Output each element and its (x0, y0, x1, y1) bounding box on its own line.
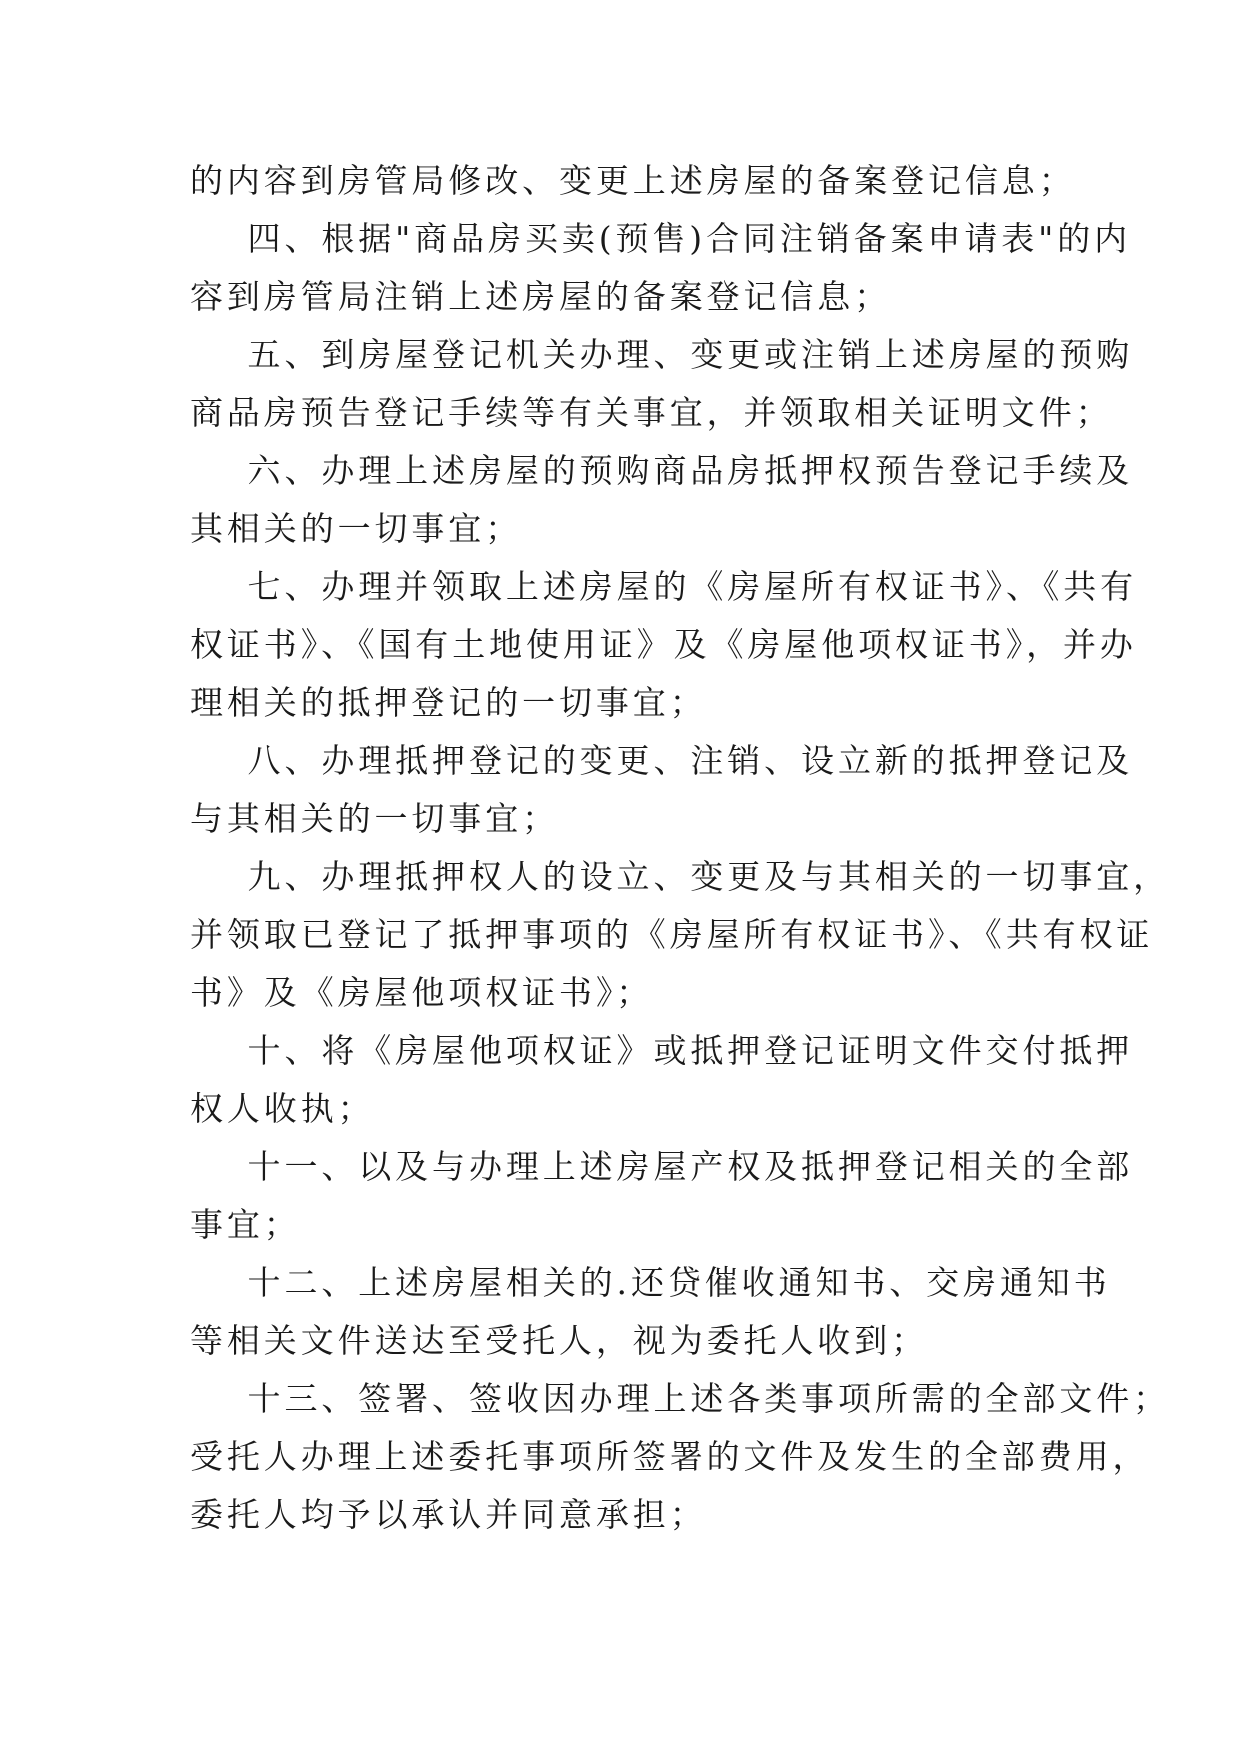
text-line: 四、根据"商品房买卖(预售)合同注销备案申请表"的内 (190, 219, 1132, 258)
text-line: 与其相关的一切事宜； (190, 799, 559, 838)
text-line: 等相关文件送达至受托人，视为委托人收到； (190, 1321, 928, 1360)
text-line: 权证书》、《国有土地使用证》及《房屋他项权证书》，并办 (190, 625, 1137, 664)
text-line: 六、办理上述房屋的预购商品房抵押权预告登记手续及 (190, 451, 1134, 490)
text-line: 五、到房屋登记机关办理、变更或注销上述房屋的预购 (190, 335, 1134, 374)
text-line: 十一、以及与办理上述房屋产权及抵押登记相关的全部 (190, 1147, 1134, 1186)
text-line: 十二、上述房屋相关的.还贷催收通知书、交房通知书 (190, 1263, 1111, 1302)
text-line: 委托人均予以承认并同意承担； (190, 1495, 707, 1534)
text-line: 理相关的抵押登记的一切事宜； (190, 683, 707, 722)
text-line: 十三、签署、签收因办理上述各类事项所需的全部文件； (190, 1379, 1171, 1418)
text-line: 受托人办理上述委托事项所签署的文件及发生的全部费用， (190, 1437, 1150, 1476)
document-body (190, 152, 1171, 1544)
text-line: 八、办理抵押登记的变更、注销、设立新的抵押登记及 (190, 741, 1134, 780)
text-line: 七、办理并领取上述房屋的《房屋所有权证书》、《共有 (190, 567, 1138, 606)
text-line: 商品房预告登记手续等有关事宜，并领取相关证明文件； (190, 393, 1113, 432)
text-line: 容到房管局注销上述房屋的备案登记信息； (190, 277, 892, 316)
text-line: 事宜； (190, 1205, 301, 1244)
text-line: 的内容到房管局修改、变更上述房屋的备案登记信息； (190, 161, 1076, 200)
text-line: 其相关的一切事宜； (190, 509, 523, 548)
text-line: 九、办理抵押权人的设立、变更及与其相关的一切事宜， (190, 857, 1171, 896)
text-line: 书》及《房屋他项权证书》； (190, 973, 654, 1012)
text-line: 十、将《房屋他项权证》或抵押登记证明文件交付抵押 (190, 1031, 1134, 1070)
text-line: 并领取已登记了抵押事项的《房屋所有权证书》、《共有权证 (190, 915, 1154, 954)
text-line: 权人收执； (190, 1089, 375, 1128)
